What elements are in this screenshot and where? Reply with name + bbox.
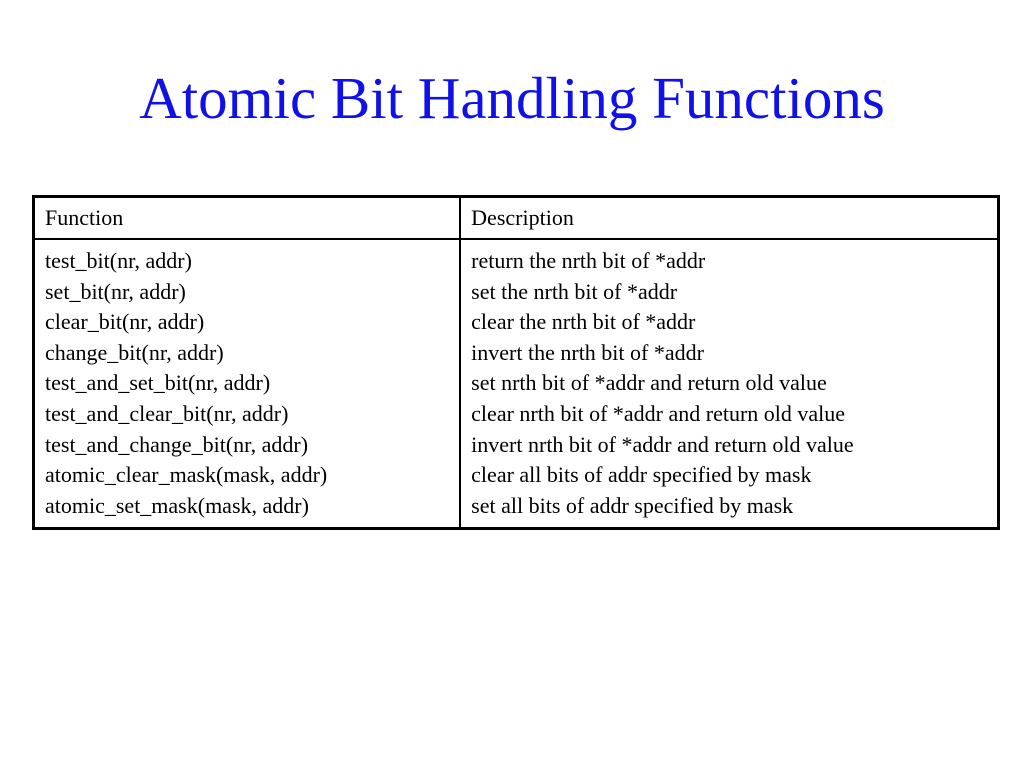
header-function: Function — [34, 197, 461, 240]
function-name: atomic_clear_mask(mask, addr) — [45, 462, 328, 488]
function-table — [32, 195, 1000, 530]
table-body-row — [34, 239, 999, 529]
function-name: test_and_change_bit(nr, addr) — [45, 431, 309, 457]
header-description: Description — [460, 197, 998, 240]
description-column — [460, 239, 998, 529]
function-name: test_and_set_bit(nr, addr) — [45, 370, 271, 396]
function-description: invert nrth bit of *addr and return old value — [471, 431, 854, 457]
function-description: set all bits of addr specified by mask — [471, 492, 794, 518]
function-description: clear all bits of addr specified by mask — [471, 462, 812, 488]
function-name: atomic_set_mask(mask, addr) — [45, 492, 309, 518]
function-name: change_bit(nr, addr) — [45, 339, 224, 365]
function-description: clear nrth bit of *addr and return old value — [471, 400, 846, 426]
function-name: test_and_clear_bit(nr, addr) — [45, 400, 289, 426]
function-description: set nrth bit of *addr and return old value — [471, 370, 827, 396]
function-description: invert the nrth bit of *addr — [471, 339, 704, 365]
function-description: set the nrth bit of *addr — [471, 278, 678, 304]
function-description: clear the nrth bit of *addr — [471, 309, 696, 335]
function-column — [34, 239, 461, 529]
function-name: test_bit(nr, addr) — [45, 248, 192, 273]
function-name: set_bit(nr, addr) — [45, 278, 186, 304]
function-name: clear_bit(nr, addr) — [45, 309, 205, 335]
slide-title: Atomic Bit Handling Functions — [139, 65, 885, 131]
table-header-row — [34, 197, 999, 240]
function-description: return the nrth bit of *addr — [471, 248, 706, 273]
